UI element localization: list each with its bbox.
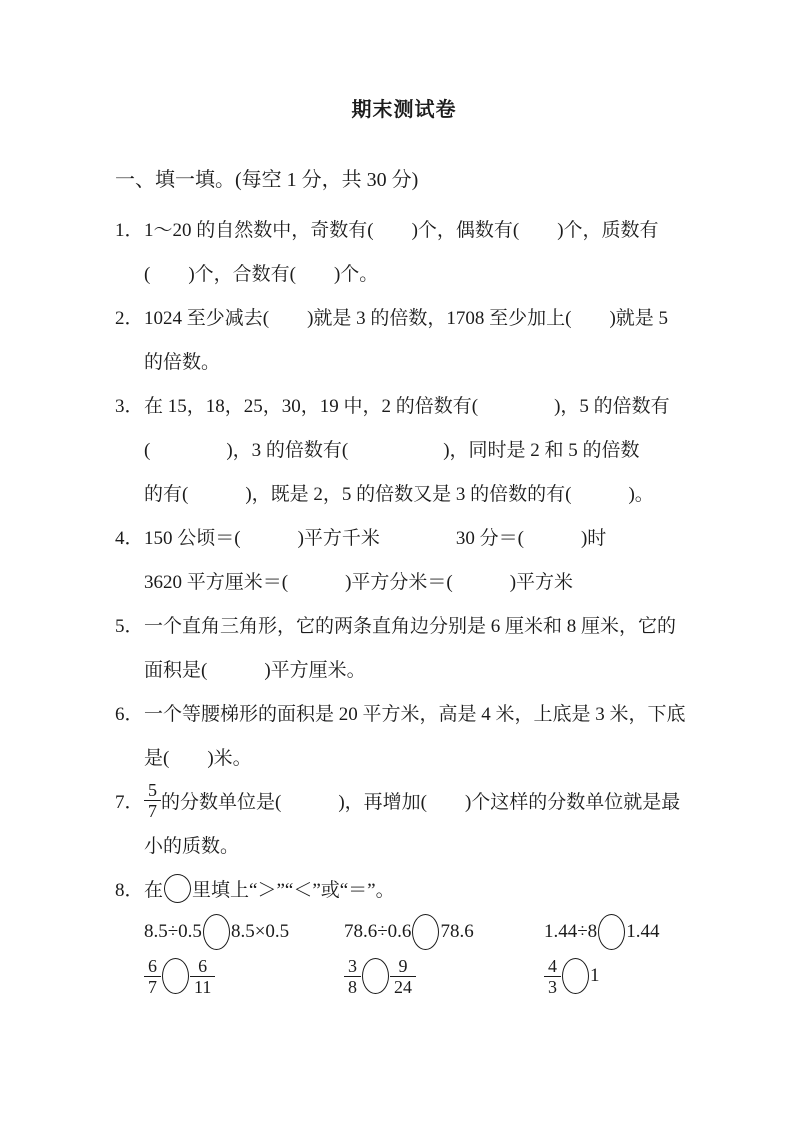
fraction [190,956,215,997]
question-line [144,250,693,294]
comparison-item [344,914,544,950]
question-line [144,470,693,514]
question-line [144,514,693,558]
fraction [144,956,161,997]
question-line [144,690,693,734]
fraction-numerator: 3 [344,956,361,977]
question-body [144,778,693,866]
question-text: 面积是( )平方厘米。 [144,659,366,681]
question-text: 1 [590,965,600,986]
question-text: 78.6 [440,921,474,942]
question-line [144,294,693,338]
question-number: 5． [115,615,144,637]
question-line [144,382,693,426]
question-body [144,602,693,690]
fraction-numerator: 9 [390,956,416,977]
fraction [144,780,161,821]
question-body [144,206,693,294]
question-number: 3． [115,395,144,417]
question-body [144,382,693,514]
question [115,294,693,382]
question-line [144,910,693,954]
comparison-item [344,956,544,997]
question-line [144,822,693,866]
fraction-denominator: 7 [148,976,157,997]
comparison-circle [162,958,189,994]
question-body [144,866,693,998]
fraction [390,956,416,997]
question-text: 里填上“＞”“＜”或“＝”。 [192,879,395,901]
fraction-numerator: 6 [190,956,215,977]
question-line [144,646,693,690]
question-body [144,294,693,382]
question-line [144,954,693,998]
fraction-numerator: 5 [144,780,161,801]
question [115,778,693,866]
comparison-item [544,956,744,997]
comparison-circle [412,914,439,950]
question-line [144,734,693,778]
question-line [144,426,693,470]
question-text: 的倍数。 [144,351,221,373]
question-text: 8.5×0.5 [230,921,290,942]
question-text: 3620 平方厘米＝( )平方分米＝( )平方米 [144,571,574,593]
question-body [144,514,693,602]
question-line [144,602,693,646]
question-text: ( )个，合数有( )个。 [144,263,379,285]
question [115,206,693,294]
question-text: 一个直角三角形，它的两条直角边分别是 6 厘米和 8 厘米，它的 [144,615,677,637]
question-text: 8.5÷0.5 [144,921,202,942]
question [115,690,693,778]
question-text: 在 [144,879,164,901]
comparison-circle [562,958,589,994]
fraction-denominator: 3 [548,976,557,997]
question-text: 1.44÷8 [544,921,598,942]
comparison-item [544,914,744,950]
question-body [144,690,693,778]
question-text: 的分数单位是( )，再增加( )个这样的分数单位就是最 [161,791,681,813]
question-line [144,338,693,382]
fraction-denominator: 7 [148,800,157,821]
question-number: 6． [115,703,144,725]
comparison-circle [164,874,191,903]
comparison-row [144,914,744,950]
comparison-item [144,914,344,950]
question [115,514,693,602]
question [115,866,693,998]
fraction-numerator: 4 [544,956,561,977]
page-title: 期末测试卷 [351,99,457,121]
question-text: ( )，3 的倍数有( )，同时是 2 和 5 的倍数 [144,439,640,461]
question-text: 在 15，18，25，30，19 中，2 的倍数有( )，5 的倍数有 [144,395,670,417]
question-number: 4． [115,527,144,549]
fraction [544,956,561,997]
question-line [144,866,693,910]
fraction [344,956,361,997]
question-text: 的有( )，既是 2，5 的倍数又是 3 的倍数的有( )。 [144,483,654,505]
question-text: 1.44 [626,921,660,942]
question-text: 小的质数。 [144,835,240,857]
question-line [144,206,693,250]
question [115,382,693,514]
question-number: 1． [115,219,144,241]
question-text: 是( )米。 [144,747,252,769]
question-line [144,778,693,822]
fraction-denominator: 11 [194,976,212,997]
fraction-denominator: 8 [348,976,357,997]
question-text: 1024 至少减去( )就是 3 的倍数，1708 至少加上( )就是 5 [144,307,669,329]
question [115,602,693,690]
comparison-circle [362,958,389,994]
question-text: 1～20 的自然数中，奇数有( )个，偶数有( )个，质数有 [144,219,659,241]
question-text: 78.6÷0.6 [344,921,412,942]
question-list [115,206,693,998]
fraction-denominator: 24 [394,976,412,997]
question-text: 150 公顷＝( )平方千米 30 分＝( )时 [144,527,607,549]
comparison-row [144,956,744,997]
question-text: 一个等腰梯形的面积是 20 平方米，高是 4 米，上底是 3 米，下底 [144,703,686,725]
comparison-circle [203,914,230,950]
question-number: 2． [115,307,144,329]
question-number: 7． [115,791,144,813]
section-heading: 一、填一填。(每空 1 分，共 30 分) [115,169,419,191]
question-line [144,558,693,602]
question-number: 8． [115,879,144,901]
fraction-numerator: 6 [144,956,161,977]
comparison-circle [598,914,625,950]
comparison-item [144,956,344,997]
